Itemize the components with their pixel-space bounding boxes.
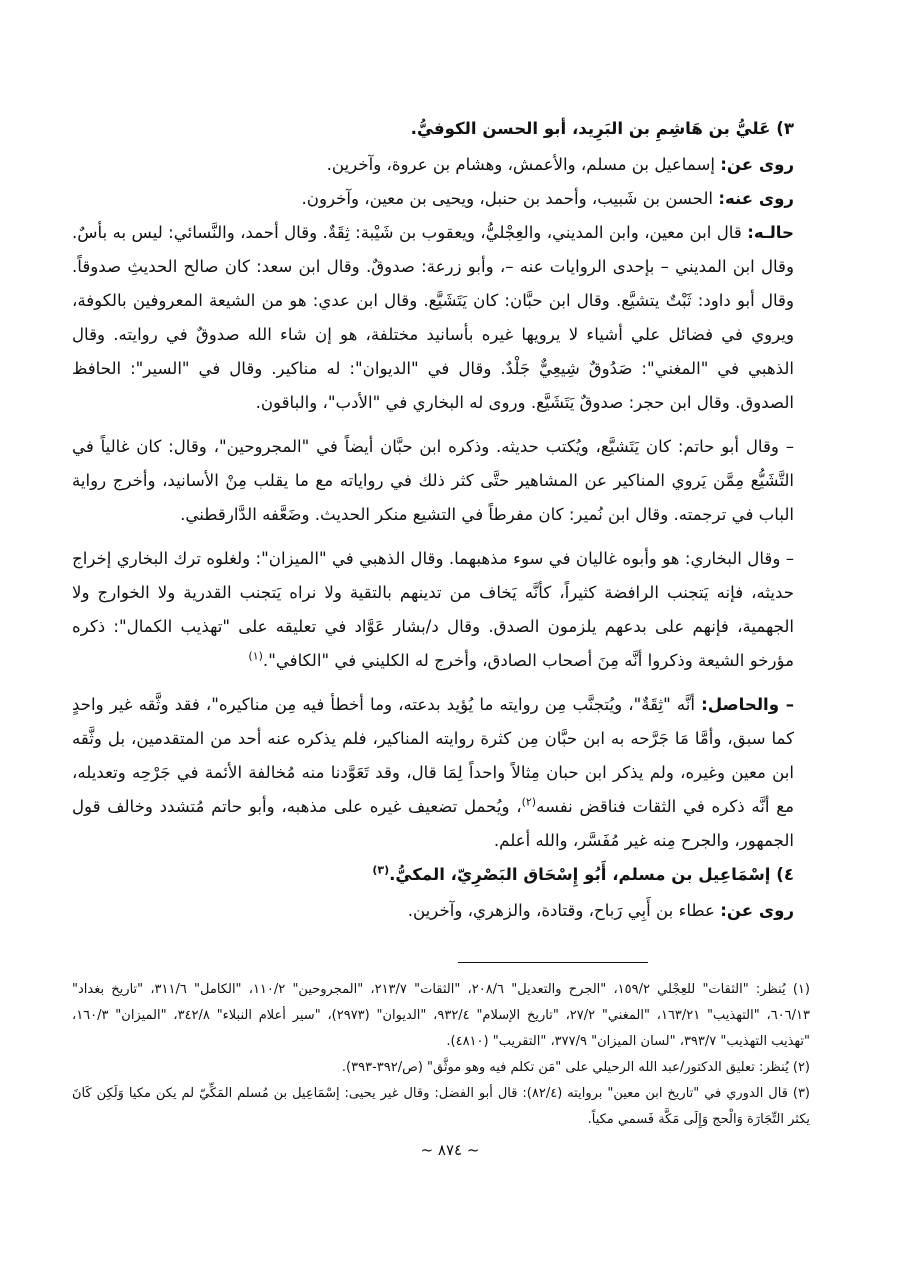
- hasil-text-1: أنَّه "ثِقَةٌ"، ويُتجنَّب مِن روايته ما يُؤيد بدعته، وما أخطأ فيه مِن مناكيره"، فقد وثَّقه غير واحدٍ كما سبق، وأمَّا مَا جَرَّحه به ابن حبَّان مِن كثرة روايته المناكير، فلم يذكره عنه أحد من المتقدمين، بل وثَّقه ابن معين وغيره، ولم يذكر ابن حبان مِثالاً واحداً لِمَا قال، وقد تَعَوَّدنا منه مُخالفة الأئمة في جَرْحِه وتعديله، مع أنَّه ذكره في الثقات فناقض نفسه: [72, 695, 794, 816]
- footnotes: [72, 977, 828, 1133]
- hasil-text-2: ، ويُحمل تضعيف غيره على مذهبه، وأبو حاتم مُتشدد وخالف قول الجمهور، والجرح مِنه غير مُفَسَّر، والله أعلم.: [72, 797, 794, 850]
- rawa-anhu-text: الحسن بن شَبيب، وأحمد بن حنبل، ويحيى بن معين، وآخرون.: [301, 189, 719, 208]
- entry-4-title: [72, 858, 828, 892]
- haluhu-label: حالـه:: [747, 223, 794, 242]
- hasil-label: – والحاصل:: [701, 695, 794, 714]
- page-number: ~ ٨٧٤ ~: [420, 1141, 480, 1159]
- footnote-3: (٣) قال الدوري في "تاريخ ابن معين" بروايته (٨٢/٤): قال أبو الفضل: وقال غير يحيى: إسْمَاعِيل بن مُسلم المَكِّيّ لم يكن مكيا وَلَكِن كَانَ يكثر التِّجَارَة وَالْحج وَإِلَى مَكَّة فَسمي مكياً.: [72, 1086, 810, 1127]
- entry-3-haluhu: [72, 216, 828, 420]
- rawa-an-text: إسماعيل بن مسلم، والأعمش، وهشام بن عروة، وآخرين.: [326, 155, 721, 174]
- bukhari-paragraph: [72, 542, 828, 678]
- footnote-ref-3: (٣): [372, 863, 390, 877]
- entry-3-title: ٣) عَليُّ بن هَاشِمِ بن البَرِيد، أبو الحسن الكوفيُّ.: [410, 119, 794, 138]
- footnote-ref-1: (١): [248, 649, 263, 663]
- main-text: [72, 112, 828, 928]
- rawa-an-label: روى عن:: [720, 155, 794, 174]
- entry-3-rawa-an: [72, 148, 828, 182]
- footnote-2: (٢) يُنظر: تعليق الدكتور/عبد الله الرحيلي على "مَن تكلم فيه وهو موثَّق" (ص/٣٩٢-٣٩٣).: [341, 1060, 810, 1075]
- entry-4-rawa-an: [72, 894, 828, 928]
- abu-hatim-paragraph: – وقال أبو حاتم: كان يَتَشيَّع، ويُكتب حديثه. وذكره ابن حبَّان أيضاً في "المجروحين"، وقال: كان غالياً في التَّشَيُّع مِمَّن يَروي المناكير عن المشاهير حتَّى كثر ذلك في رواياته مع ما يقلب مِنْ الأسانيد، وأخرج رواية الباب في ترجمته. وقال ابن نُمير: كان مفرطاً في التشيع منكر الحديث. وضَعَّفه الدَّارقطني.: [72, 437, 794, 524]
- footnote-1: (١) يُنظر: "الثقات" للعِجْلي ١٥٩/٢، "الجرح والتعديل" ٢٠٨/٦، "الثقات" ٢١٣/٧، "المجروحين" ١١٠/٢، "الكامل" ٣١١/٦، "تاريخ بغداد" ٦٠٦/١٣، "التهذيب" ١٦٣/٢١، "المغني" ٢٧/٢، "تاريخ الإسلام" ٩٣٢/٤، "الديوان" (٢٩٧٣)، "سير أعلام النبلاء" ٣٤٢/٨، "الميزان" ١٦٠/٣، "تهذيب التهذيب" ٣٩٣/٧، "لسان الميزان" ٣٧٧/٩، "التقريب" (٤٨١٠).: [72, 982, 810, 1049]
- bukhari-text: – وقال البخاري: هو وأبوه غاليان في سوء مذهبهما. وقال الذهبي في "الميزان": ولغلوه ترك البخاري إخراج حديثه، فإنه يَتجنب الرافضة كثيراً، كأنَّه يَخاف من تدينهم بالتقية ولا نراه يَتجنب القدرية ولا الخوارج ولا الجهمية، فإنهم على بدعهم يلزمون الصدق. وقال د/بشار عَوَّاد في تعليقه على "تهذيب الكمال": ذكره مؤرخو الشيعة وذكروا أنَّه مِنَ أصحاب الصادق، وأخرج له الكليني في "الكافي".: [72, 549, 794, 670]
- haluhu-text: قال ابن معين، وابن المديني، والعِجْليُّ، ويعقوب بن شَيْبة: ثِقَةٌ. وقال أحمد، والنَّسائي: ليس به بأسٌ. وقال ابن المديني – بإحدى الروايات عنه –، وأبو زرعة: صدوقٌ. وقال ابن سعد: كان صالح الحديثِ صدوقاً. وقال أبو داود: ثَبْتٌ يتشيَّع. وقال ابن حبَّان: كان يَتَشَيَّع. وقال ابن عدي: هو من الشيعة المعروفين بالكوفة، ويروي في فضائل علي أشياء لا يرويها غيره بأسانيد مختلفة، هو إن شاء الله صدوقٌ في روايته. وقال الذهبي في "المغني": صَدُوقٌ شِيعِيٌّ جَلْدٌ. وقال في "الديوان": له مناكير. وقال في "السير": الحافظ الصدوق. وقال ابن حجر: صدوقٌ يَتَشَيَّع. وروى له البخاري في "الأدب"، والباقون.: [72, 223, 794, 412]
- entry-4-rawa-an-text: عطاء بن أَبِي رَباح، وقتادة، والزهري، وآخرين.: [407, 901, 721, 920]
- entry-3-rawa-anhu: [72, 182, 828, 216]
- rawa-anhu-label: روى عنه:: [718, 189, 794, 208]
- document-page: [72, 112, 828, 1159]
- hasil-paragraph: [72, 688, 828, 858]
- entry-4-rawa-an-label: روى عن:: [720, 901, 794, 920]
- entry-4-title-text: ٤) إسْمَاعِيل بن مسلم، أَبُو إِسْحَاق البَصْرِيّ، المكيُّ.: [389, 865, 794, 884]
- footnote-ref-2: (٢): [521, 795, 537, 809]
- footnote-separator: [458, 962, 648, 963]
